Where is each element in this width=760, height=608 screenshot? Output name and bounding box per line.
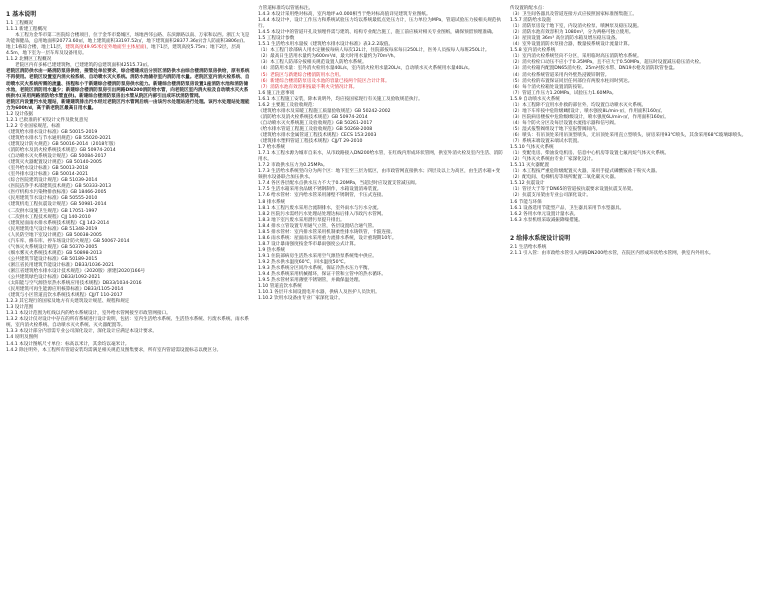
paragraph <box>510 224 756 230</box>
paragraph: 《给水排水管道工程施工及验收规范》GB 50268-2008 <box>258 126 373 132</box>
column-3 <box>510 6 756 257</box>
paragraph: 《建筑设计防火规范》GB 50016-2014（2018年版） <box>6 141 119 147</box>
paragraph: 《建筑给水排水设计标准》GB 50015-2019 <box>6 129 98 135</box>
paragraph: 本工程为金华市第二医院综合楼项目，位于金华市婺城区，场地西邻公路、东滨源路以南、万家和以西。浙江大飞是功能保健品，总用地面积20773.60㎡，地上建筑面积33197.52㎡，地下建筑面积28377.36㎡(含人防面积3806㎡)。地上1栋综合楼，地上11层，建筑高度49.95米(室外地面至主体屋面)，地下1层，建筑高度5.75m；地下2层，层高4.5m，地下室为一层车库及设备用房。 <box>6 33 250 57</box>
paragraph: 1.8.5 排水管材：室内排水管采用机制柔性排水铸铁管，卡箍连接。 <box>258 229 396 235</box>
paragraph: 1.4.3 本设计采用绝对标高，室内地坪±0.000相当于绝对标高值详见建筑专业图纸。 <box>258 12 431 18</box>
paragraph: 1.5.11 灭火器配置 <box>510 163 550 169</box>
paragraph: 1.1.1 新建工程概况 <box>6 27 47 33</box>
paragraph: （1）本工程除不宜用水扑救的部位外，均设置自动喷水灭火系统。 <box>510 102 647 108</box>
paragraph: 2 给排水系统设计说明 <box>510 234 571 242</box>
paragraph: （4）每个防火分区及每层设置水流指示器和信号阀。 <box>510 120 619 126</box>
paragraph: （7）系统末端设置末端试水装置。 <box>510 139 582 145</box>
paragraph: （2）消火栓栓口动压不应小于0.35MPa，且不应大于0.50MPa，超压时设置减压稳压消火栓。 <box>510 60 704 66</box>
paragraph: 1.2 设计依据 <box>6 111 34 117</box>
paragraph: 1.2.3 其它现行的国家及地方有关建筑设计规范、规程和规定 <box>6 299 130 305</box>
paragraph: 1.10.2 饮用水设备由专业厂家深化设计。 <box>258 296 343 302</box>
paragraph: 《二次供水工程技术规程》CJJ 140-2010 <box>6 214 91 220</box>
paragraph: 《二次供水设施卫生规范》GB 17051-1997 <box>6 208 98 214</box>
paragraph: （6）喷头：有吊顶处采用吊顶型喷头，无吊顶处采用直立型喷头，厨房采用93℃喷头，其余采用68℃玻璃球喷头。 <box>510 132 747 138</box>
paragraph: 《汽车库、修车库、停车场设计防火规范》GB 50067-2014 <box>6 238 130 244</box>
paragraph: 《浙江省建筑给水排水设计技术规范》（2020版）浙建[2020]166号 <box>6 268 146 274</box>
paragraph: 1.4.5 本设计中的管道开孔及预埋件需与建筑、结构专业配合施工，施工前应核对相关专业图纸，确保预留预埋准确。 <box>258 30 497 36</box>
paragraph: 《室外给水设计标准》GB 50013-2018 <box>6 166 89 172</box>
paragraph: 《太阳能与空气源热泵热水系统应用技术规程》DB33/1034-2016 <box>6 281 142 287</box>
paragraph: 《消防给水及消火栓系统技术规范》GB 50974-2014 <box>258 114 368 120</box>
column-1 <box>6 6 252 354</box>
paragraph: 1.3.2 本设计仅对设计中存在的所有系统进行设计说明，包括：室内生活给水系统、生活热水系统、污废水系统、雨水系统、室内消火栓系统、自动喷水灭火系统、灭火器配置等。 <box>6 317 249 329</box>
paragraph: 1.3.3 本设计部分内容需专业公司深化设计，深化设计应满足本设计要求。 <box>6 329 157 335</box>
paragraph: 1.3.1 本设计范围为红线以内的给水系统设计，室外给水管网接至市政管网接口。 <box>6 311 171 317</box>
paragraph: （1）消防泵房设于地下室，内设消火栓泵、喷淋泵及稳压设施。 <box>510 24 642 30</box>
paragraph: （1）管径大于等于DN65的管道按抗震要求设置抗震支吊架。 <box>510 187 636 193</box>
paragraph: 1.9.5 热水管材采用薄壁不锈钢管，并做保温处理。 <box>258 278 364 284</box>
paragraph: 1.8 排水系统 <box>258 199 286 205</box>
paragraph: 1.5.10 气体灭火系统 <box>510 145 554 151</box>
paragraph: 1.5.9 自动喷水灭火系统 <box>510 96 560 102</box>
paragraph: （6）新建综合楼消防泵房及水池的容量已按两个院区合计计算。 <box>258 78 390 84</box>
paragraph: （3）卫生间各器具及管道连接方式应按照国家标准图集施工。 <box>510 12 637 18</box>
paragraph: 《消防给水及消火栓系统技术规范》GB 50974-2014 <box>6 148 116 154</box>
paragraph: （4）室外设置消防水泵接合器，数量按系统设计流量计算。 <box>510 42 633 48</box>
paragraph: 1.7.5 生活水箱采用食品级不锈钢制作，水箱设置消毒装置。 <box>258 187 382 193</box>
highlight-text: 建筑高度49.95米(室外地面至主体屋面) <box>65 45 147 51</box>
paragraph: （5）湿式报警阀组设于地下室报警阀间内。 <box>510 126 601 132</box>
paragraph: 1.6 节能与环保 <box>510 199 542 205</box>
paragraph: 1.8.1 本工程污废水采用合流制排水，室外雨水与污水分流。 <box>258 205 382 211</box>
paragraph: 1.1 工程概况 <box>6 21 34 27</box>
paragraph: 1.5.7 消防给水设施 <box>510 18 551 24</box>
paragraph: （1）室内消火栓系统竖向不分区，采用临时高压消防给水系统。 <box>510 54 642 60</box>
paragraph: （7）管道工作压力1.20MPa，试验压力1.60MPa。 <box>510 90 617 96</box>
paragraph: 《自动喷水灭火系统设计规范》GB 50084-2017 <box>6 154 107 160</box>
column-2 <box>258 6 504 302</box>
paragraph: 《医疗机构水污染物排放标准》GB 18466-2005 <box>6 190 107 196</box>
paragraph: 1.3 设计范围 <box>6 305 34 311</box>
paragraph: 《建筑给水排水与节水通用规范》GB 55020-2021 <box>6 135 112 141</box>
paragraph: 1.4.2 除注明外，本工程所有管道安装均需满足相关规范及图集要求，所有室内管道需设置标志以便区分。 <box>6 347 222 353</box>
paragraph: 2.1.1 引入管：由市政给水管引入两路DN200给水管，在院区内形成环状给水管网，供室内外用水。 <box>510 250 714 256</box>
paragraph: （1）本工程门诊部病人用水定额按每病人每次12L计，住院部按每床每日250L计，医务人员按每人每班250L计。 <box>258 48 490 54</box>
paragraph: （2）最高日生活用水量约为600m³/d，最大时用水量约为70m³/h。 <box>258 54 399 60</box>
paragraph: 《建筑给水排水及采暖工程施工质量验收规范》GB 50242-2002 <box>258 108 391 114</box>
paragraph: （2）消防水池有效容积为 1080m³，分为两格可独立使用。 <box>510 30 634 36</box>
paragraph: 《气体灭火系统设计规范》GB 50370-2005 <box>6 244 98 250</box>
paragraph: 1.9.1 住院部病房生活热水采用空气源热泵系统集中供应。 <box>258 253 377 259</box>
paragraph: 1.7.2 市政供水压力为0.25MPa。 <box>258 163 328 169</box>
paragraph: 《建筑排水塑料管道工程技术规程》CJJ/T 29-2010 <box>258 139 363 145</box>
paragraph: 1.6.3 水泵机组采取减振降噪措施。 <box>510 217 583 223</box>
paragraph: 2.1 生活给水系统 <box>510 244 547 250</box>
paragraph: 《建筑与小区管道直饮水系统技术规程》CJJ/T 110-2017 <box>6 293 123 299</box>
paragraph: （2）抗震支吊架由专业公司深化设计。 <box>510 193 592 199</box>
paragraph: （4）消火栓系统管道采用内外壁热浸镀锌钢管。 <box>510 72 610 78</box>
paragraph: 1.10 管道直饮水系统 <box>258 284 302 290</box>
paragraph: 1.9.4 热水系统采用机械循环，保证干管和立管中的热水循环。 <box>258 272 386 278</box>
paragraph: （4）消防用水量：室外消火栓用水量40L/s，室内消火栓用水量20L/s，自动喷水灭火系统用水量40L/s。 <box>258 66 473 72</box>
paragraph: 《人民防空地下室设计规范》GB 50038-2005 <box>6 232 102 238</box>
paragraph: 1.8.3 地下室污废水采用潜污泵提升排出。 <box>258 217 345 223</box>
paragraph: 《民用建筑节水设计标准》GB 50555-2010 <box>6 196 98 202</box>
paragraph: 1.10.1 各层开水间设置电开水器，供病人及医护人员饮用。 <box>258 290 380 296</box>
paragraph: （2）气体灭火系统由专业厂家深化设计。 <box>510 157 596 163</box>
paragraph: 《室外排水设计标准》GB 50014-2021 <box>6 172 89 178</box>
paragraph: 1.8.4 排水立管设置专用通气立管，各层设置结合通气管。 <box>258 223 377 229</box>
paragraph: （1）变配电房、柴油发电机房、信息中心机房等设置七氟丙烷气体灭火系统。 <box>510 151 670 157</box>
paragraph: 1.7.6 给水管材：室内给水管采用薄壁不锈钢管，卡压式连接。 <box>258 193 386 199</box>
paragraph: 《医院洁净手术部建筑技术规范》GB 50333-2013 <box>6 184 112 190</box>
paragraph: （7）消防水池有效容积按最不利火灾情况计算。 <box>258 84 358 90</box>
paragraph: 《建筑给水排水金属管道工程技术规程》CECS 153:2003 <box>258 132 377 138</box>
paragraph: （5）老院区与新建综合楼消防用水合用。 <box>258 72 344 78</box>
paragraph: （3）本工程人防部分按相关规范设置人防给水系统。 <box>258 60 367 66</box>
paragraph: 《细水雾灭火系统技术规范》GB 50898-2013 <box>6 250 102 256</box>
paragraph: 1.7.4 各区各层配水点供水压力不大于0.20MPa，当超过时应设置支管减压阀。 <box>258 181 420 187</box>
paragraph: 1.7 给水系统 <box>258 145 286 151</box>
paragraph: 《建筑屋面雨水排水系统技术规程》CJJ 142-2014 <box>6 220 109 226</box>
paragraph: 《建筑机电工程抗震设计规范》GB 50981-2014 <box>6 202 107 208</box>
paragraph: 老院区消防供水由一路消防泵房供给，接管处单位要求，综合楼建成后分别区消防供水由综合楼消防泵房供给，原有系统不再使用。老院区设置室内消火栓系统、自动喷水灭火系统。消防水池储存室内消防用水量。老院区室内消火栓系统、自动喷水灭火系统所需的流量、扬程和小于新建综合楼消防泵房供水能力。新建综合楼消防泵房设置1座消防水池和消防储水池，老院区消防用水量少；新建综合楼消防泵房引出两路DN200消防给水管，向老院区室内消火栓及自动喷水灭火系统供水(采用两路消防给水管直供)。新建综合楼消防泵房出水管从院区内部引出成环状消防管网。 <box>6 69 250 99</box>
paragraph: 《民用建筑电气设计标准》GB 51348-2019 <box>6 226 98 232</box>
paragraph: 1.9.2 热水供水温度60℃，回水温度50℃。 <box>258 259 349 265</box>
paragraph: 1.1.2 北侧区工程概况 <box>6 57 52 63</box>
paragraph: 力管道标准均以管底标注。 <box>258 6 314 11</box>
paragraph: 《民用建筑可再生能源应用核算标准》DB33/1105-2014 <box>6 287 124 293</box>
paragraph: 1.6.2 主要施工及验收规范： <box>258 102 318 108</box>
paragraph: 1.6.2 各用水单元设置计量水表。 <box>510 211 579 217</box>
paragraph: 1.6 施工注意事项 <box>258 90 295 96</box>
paragraph: （2）配电间、电梯机房等场所配置二氧化碳灭火器。 <box>510 175 619 181</box>
paragraph: 传设置的配水点： <box>510 6 547 11</box>
paragraph: 1 基本说明 <box>6 11 37 18</box>
paragraph: 《浙江省民用建筑节能设计标准》DB33/1036-2021 <box>6 262 115 268</box>
paragraph: 《公共建筑绿色设计标准》DB33/1092-2021 <box>6 275 101 281</box>
paragraph: 1.5.12 抗震设计 <box>510 181 545 187</box>
paragraph: （3）医院病房楼按中危险级Ⅰ级设计，喷水强度6L/min·㎡，作用面积160㎡。 <box>510 114 669 120</box>
paragraph: （5）消火栓的布置保证同层任何部位有两股水柱同时到达。 <box>510 78 633 84</box>
paragraph: （2）地下车库按中危险级Ⅱ级设计，喷水强度8L/min·㎡，作用面积160㎡。 <box>510 108 666 114</box>
paragraph: 1.9.3 热水系统分区同冷水系统，保证冷热水压力平衡。 <box>258 266 373 272</box>
paragraph: 1.6.1 本工程施工安装，除本说明外，均应按国家现行有关施工及验收规范执行。 <box>258 96 423 102</box>
paragraph: 1.2.1 已批准的扩初设计文件及批复意见 <box>6 117 89 123</box>
paragraph: 1.6.1 设备选用节能型产品，卫生器具采用节水型器具。 <box>510 205 625 211</box>
paragraph: 1.5.1 生活给水用水量按《建筑给水排水设计标准》表3.2.2取值。 <box>258 42 394 48</box>
paragraph: 1.4 说明及图例 <box>6 335 38 341</box>
paragraph: 1.4.4 本设计中，设计工作压力和系统试验压力均以系统最低点处压力计，压力单位为MPa，管道试验压力按相关规范执行。 <box>258 18 501 30</box>
paragraph: 1.8.2 医院污水需经污水处理站处理达标后排入市政污水管网。 <box>258 211 386 217</box>
paragraph: 1.4.1 本设计图纸尺寸单位：标高以米计，其余均以毫米计。 <box>6 341 130 347</box>
paragraph: 1.8.6 雨水系统：屋面雨水采用重力流排水系统，设计重现期10年。 <box>258 235 397 241</box>
paragraph: （3）屋顶设置 36m³ 高位消防水箱及增压稳压设备。 <box>510 36 620 42</box>
paragraph: 《公共建筑节能设计标准》GB 50189-2015 <box>6 256 98 262</box>
paragraph: 《综合医院建筑设计规范》GB 51039-2014 <box>6 178 98 184</box>
paragraph: 1.8.7 设计暴雨强度按金华市暴雨强度公式计算。 <box>258 241 359 247</box>
paragraph: （3）消火栓箱内配置DN65消火栓、25m衬胶水带、DN19水枪及消防软管卷盘。 <box>510 66 678 72</box>
paragraph: 《自动喷水灭火系统施工及验收规范》GB 50261-2017 <box>258 120 373 126</box>
paragraph: 1.2.2 专业国家规范、标准 <box>6 123 61 129</box>
paragraph: 1.9 热水系统 <box>258 247 286 253</box>
paragraph: 1.7.1 本工程水源为城市自来水，从市政路接入DN200给水管，在红线内形成环状管网，供室外消火栓及室内生活、消防用水。 <box>258 151 503 163</box>
paragraph: 《建筑灭火器配置设计规范》GB 50140-2005 <box>6 160 102 166</box>
paragraph: 1.5 工程设计参数 <box>258 36 295 42</box>
paragraph: 老院区内设置污水处理站，新建建筑排出污水经过老院区污水管网后统一由该污水处理站进行处理。该污水处理站处理能力为600t/d，高于新老院区最高日用水量。 <box>6 99 250 111</box>
paragraph: 1.7.3 生活给水系统竖向分为两个区：地下室至三层为低区，由市政管网直接供水；四层及以上为高区，由生活水箱+变频供水设备联合加压供水。 <box>258 169 501 181</box>
paragraph: 1.5.8 室内消火栓系统 <box>510 48 556 54</box>
paragraph: 老院区内有多栋已建建筑物，已建建筑的总建筑面积42515.73㎡。 <box>15 63 152 69</box>
paragraph: （1）本工程按严重危险级配置灭火器，采用手提式磷酸铵盐干粉灭火器。 <box>510 169 660 175</box>
paragraph: （6）每个消火栓箱处设置消防按钮。 <box>510 84 587 90</box>
